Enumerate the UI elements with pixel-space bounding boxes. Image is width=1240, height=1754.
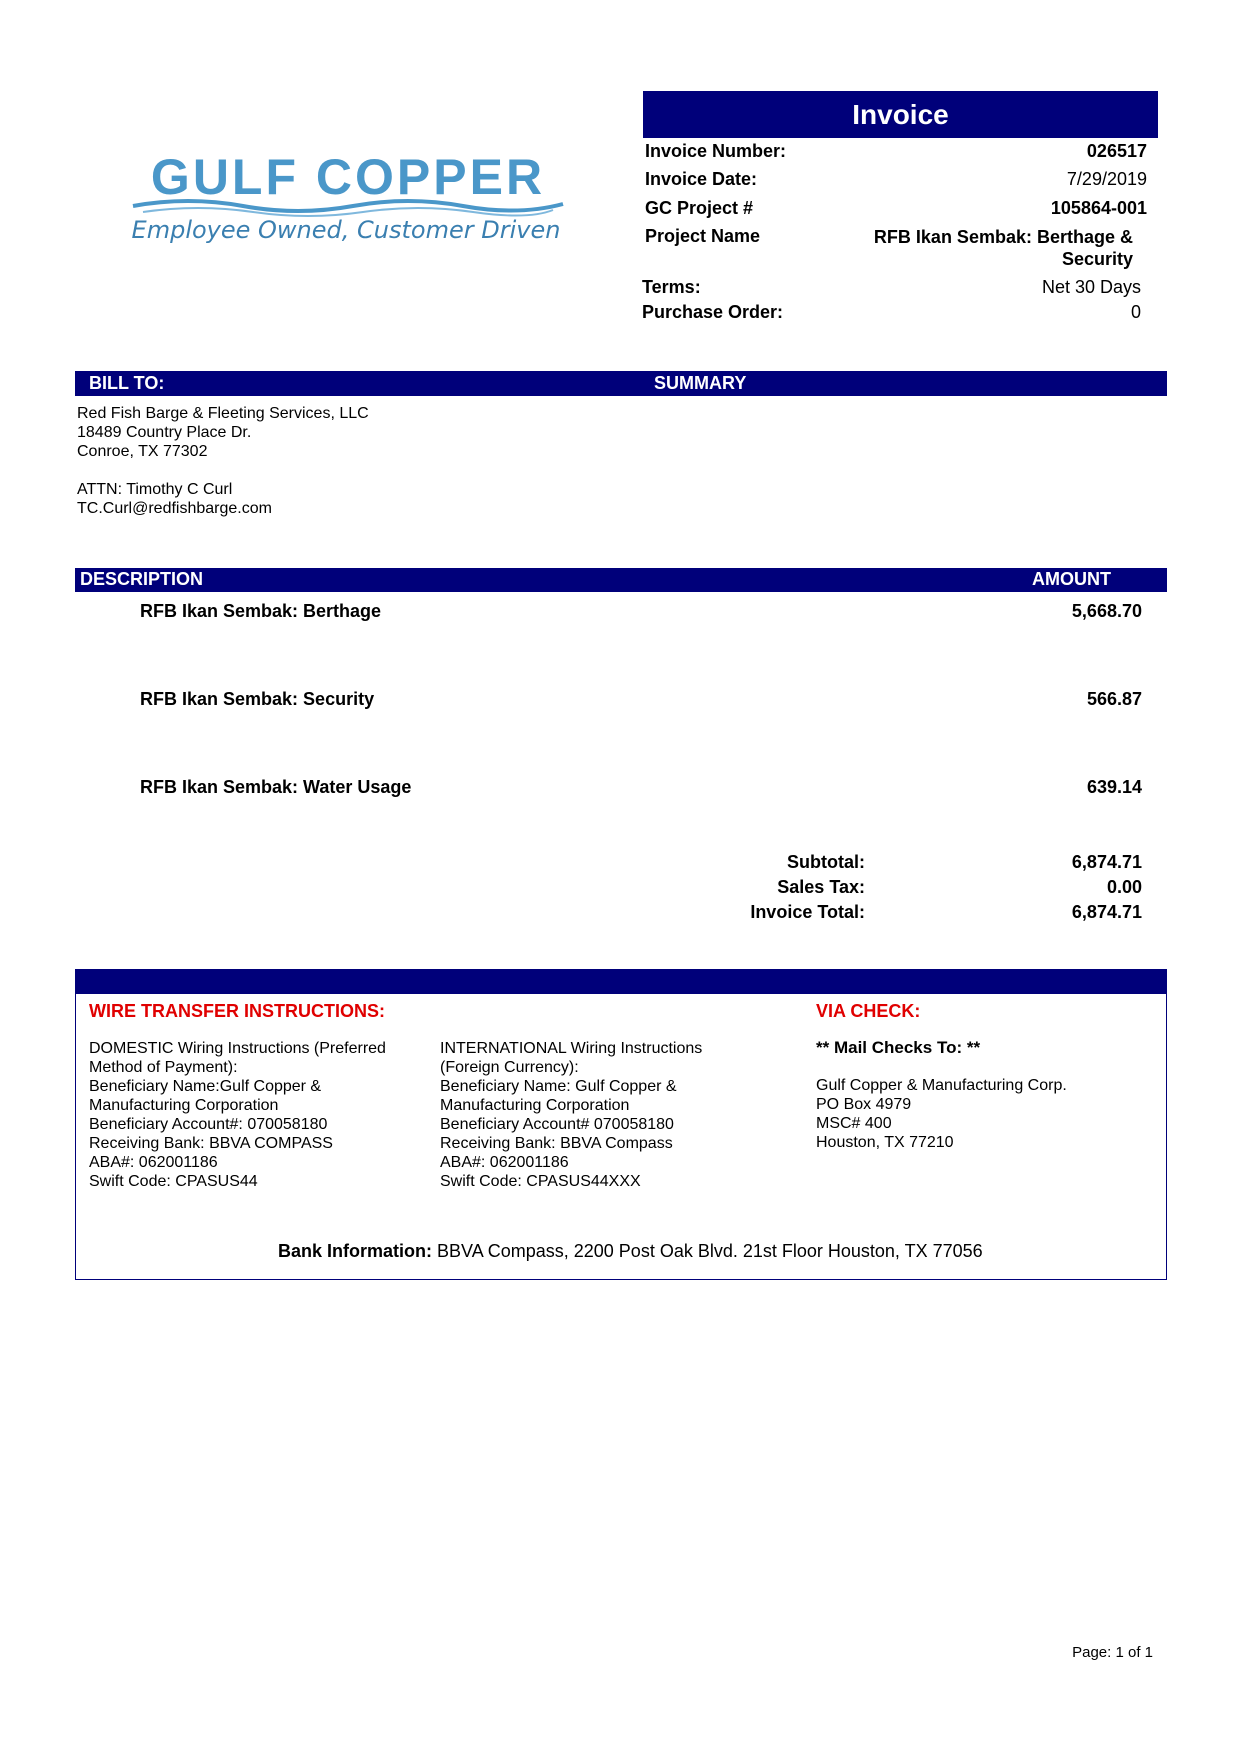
terms-label: Terms: <box>642 277 701 297</box>
check-address-line: MSC# 400 <box>816 1115 892 1132</box>
logo-tagline: Employee Owned, Customer Driven <box>131 216 561 244</box>
invoice-total-value: 6,874.71 <box>1071 902 1142 922</box>
international-line: Beneficiary Name: Gulf Copper & <box>440 1078 677 1095</box>
bill-to-attn: ATTN: Timothy C Curl <box>77 481 233 498</box>
project-name-line-2: Security <box>1061 249 1133 269</box>
international-wiring-instructions <box>440 1039 702 1191</box>
check-address-line: PO Box 4979 <box>816 1096 912 1113</box>
via-check-header: VIA CHECK: <box>816 1001 921 1021</box>
gc-project-value: 105864-001 <box>1050 198 1147 218</box>
international-line: INTERNATIONAL Wiring Instructions <box>440 1040 703 1057</box>
amount-header: AMOUNT <box>1032 569 1111 589</box>
purchase-order-row <box>642 302 1141 323</box>
company-logo <box>128 148 568 253</box>
domestic-line: ABA#: 062001186 <box>89 1154 218 1171</box>
check-address-line: Gulf Copper & Manufacturing Corp. <box>816 1077 1067 1094</box>
bank-information <box>278 1241 983 1262</box>
domestic-line: Receiving Bank: BBVA COMPASS <box>89 1135 333 1152</box>
project-name-line-1: RFB Ikan Sembak: Berthage & <box>873 227 1133 247</box>
line-item-amount: 639.14 <box>1086 777 1142 797</box>
gulf-copper-logo-graphic <box>128 148 568 253</box>
line-item-description: RFB Ikan Sembak: Berthage <box>140 601 382 621</box>
line-items-header-bar <box>75 568 1167 592</box>
invoice-date-value: 7/29/2019 <box>1066 169 1147 189</box>
check-mailing-address <box>816 1076 1067 1152</box>
international-line: Manufacturing Corporation <box>440 1097 630 1114</box>
payment-instructions-box <box>75 994 1167 1280</box>
international-line: Receiving Bank: BBVA Compass <box>440 1135 673 1152</box>
check-address-line: Houston, TX 77210 <box>816 1134 954 1151</box>
international-line: ABA#: 062001186 <box>440 1154 569 1171</box>
bill-to-header: BILL TO: <box>89 373 165 393</box>
invoice-date-label: Invoice Date: <box>645 169 758 189</box>
payment-header-bar <box>75 969 1167 994</box>
project-name-value <box>874 226 1133 270</box>
page-number: Page: 1 of 1 <box>1072 1644 1153 1661</box>
domestic-line: Swift Code: CPASUS44 <box>89 1173 258 1190</box>
gc-project-row <box>645 198 1147 219</box>
project-name-row <box>645 226 1133 270</box>
summary-header: SUMMARY <box>654 373 747 393</box>
gc-project-label: GC Project # <box>645 198 754 218</box>
terms-row <box>642 277 1141 298</box>
bank-information-label: Bank Information: <box>278 1241 433 1261</box>
subtotal-value: 6,874.71 <box>1071 852 1142 872</box>
line-item-amount: 566.87 <box>1086 689 1142 709</box>
domestic-line: Manufacturing Corporation <box>89 1097 279 1114</box>
mail-checks-title: ** Mail Checks To: ** <box>816 1038 981 1057</box>
bill-to-header-bar <box>75 371 1167 396</box>
invoice-title: Invoice <box>643 91 1158 138</box>
domestic-line: DOMESTIC Wiring Instructions (Preferred <box>89 1040 386 1057</box>
purchase-order-value: 0 <box>1130 302 1141 322</box>
international-line: Beneficiary Account# 070058180 <box>440 1116 674 1133</box>
wire-transfer-header: WIRE TRANSFER INSTRUCTIONS: <box>89 1001 385 1021</box>
bill-to-line: 18489 Country Place Dr. <box>77 424 252 441</box>
domestic-wiring-instructions <box>89 1039 386 1191</box>
line-item-amount: 5,668.70 <box>1071 601 1142 621</box>
bill-to-line: Conroe, TX 77302 <box>77 443 208 460</box>
sales-tax-label: Sales Tax: <box>777 877 865 897</box>
line-item-description: RFB Ikan Sembak: Security <box>140 689 375 709</box>
invoice-number-label: Invoice Number: <box>645 141 787 161</box>
terms-value: Net 30 Days <box>1041 277 1141 297</box>
international-line: (Foreign Currency): <box>440 1059 579 1076</box>
subtotal-label: Subtotal: <box>787 852 865 872</box>
invoice-total-label: Invoice Total: <box>750 902 865 922</box>
invoice-number-value: 026517 <box>1086 141 1147 161</box>
international-line: Swift Code: CPASUS44XXX <box>440 1173 641 1190</box>
project-name-label: Project Name <box>645 226 761 246</box>
description-header: DESCRIPTION <box>80 569 204 589</box>
domestic-line: Method of Payment): <box>89 1059 238 1076</box>
bill-to-line: Red Fish Barge & Fleeting Services, LLC <box>77 405 369 422</box>
invoice-date-row <box>645 169 1147 190</box>
logo-company-name: GULF COPPER <box>150 149 546 205</box>
domestic-line: Beneficiary Account#: 070058180 <box>89 1116 328 1133</box>
domestic-line: Beneficiary Name:Gulf Copper & <box>89 1078 322 1095</box>
bank-information-value: BBVA Compass, 2200 Post Oak Blvd. 21st Floor Houston, TX 77056 <box>437 1241 983 1261</box>
purchase-order-label: Purchase Order: <box>642 302 784 322</box>
bill-to-address <box>77 404 369 518</box>
line-item-description: RFB Ikan Sembak: Water Usage <box>140 777 412 797</box>
invoice-number-row <box>645 141 1147 162</box>
sales-tax-value: 0.00 <box>1106 877 1142 897</box>
bill-to-email: TC.Curl@redfishbarge.com <box>77 500 272 517</box>
